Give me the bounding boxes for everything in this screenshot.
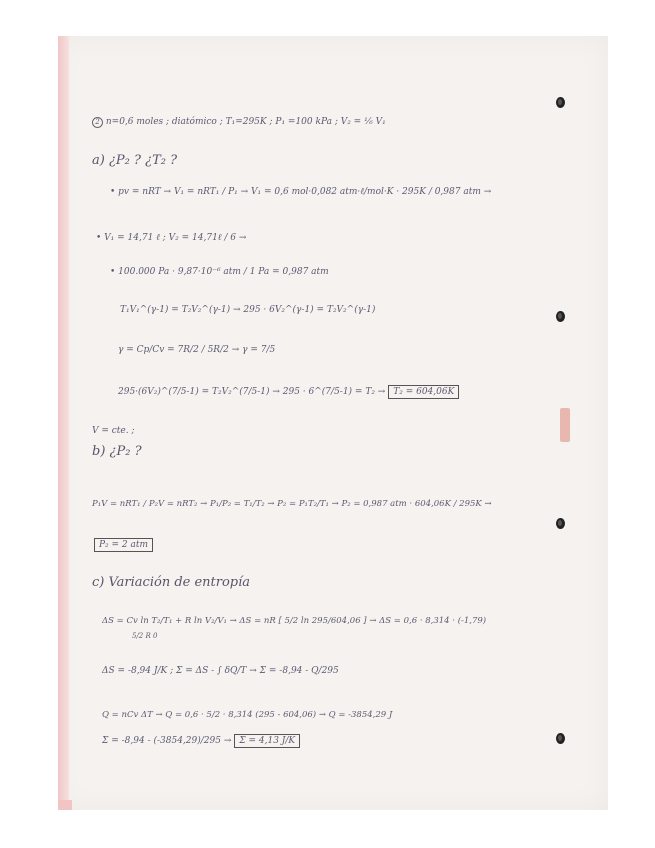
part-a-heading: a) ¿P₂ ? ¿T₂ ? xyxy=(92,153,178,168)
part-a-line-1: • pv = nRT → V₁ = nRT₁ / P₁ → V₁ = 0,6 mol·0,082 atm·ℓ/mol·K · 295K / 0,987 atm → xyxy=(110,187,492,197)
part-a-line-4: T₁V₁^(γ-1) = T₂V₂^(γ-1) → 295 · 6V₂^(γ-1) = T₂V₂^(γ-1) xyxy=(120,305,376,315)
part-a-line-6-text: 295·(6V₂)^(7/5-1) = T₂V₂^(7/5-1) → 295 · 6^(7/5-1) = T₂ → xyxy=(118,387,386,397)
binder-hole-lower-middle xyxy=(556,518,565,529)
problem-number: 2 xyxy=(92,117,103,128)
part-c-heading: c) Variación de entropía xyxy=(92,575,251,590)
part-b-line-1: P₁V = nRT₁ / P₂V = nRT₂ → P₁/P₂ = T₁/T₂ → P₂ = P₁T₂/T₁ → P₂ = 0,987 atm · 604,06K / 295K → xyxy=(92,499,492,509)
page-margin-strip xyxy=(58,36,69,810)
page-tab-marker xyxy=(560,408,570,442)
part-a-line-6 xyxy=(118,388,459,397)
part-b-heading: b) ¿P₂ ? xyxy=(92,444,142,459)
part-c-line-1-subscript: 5/2 R 0 xyxy=(132,632,158,640)
part-a-line-3: • 100.000 Pa · 9,87·10⁻⁶ atm / 1 Pa = 0,987 atm xyxy=(110,267,329,277)
part-b-note: V = cte. ; xyxy=(92,426,135,436)
binder-hole-upper-middle xyxy=(556,311,565,322)
page-corner-strip xyxy=(58,800,72,810)
part-c-line-4 xyxy=(102,737,300,746)
part-c-line-3: Q = nCv ΔT → Q = 0,6 · 5/2 · 8,314 (295 - 604,06) → Q = -3854,29 J xyxy=(102,710,393,720)
part-c-line-4-text: Σ = -8,94 - (-3854,29)/295 → xyxy=(102,736,232,746)
part-c-result-box: Σ = 4,13 J/K xyxy=(234,734,300,748)
problem-statement xyxy=(92,117,386,128)
part-c-line-2: ΔS = -8,94 J/K ; Σ = ΔS - ∫ δQ/T → Σ = -8,94 - Q/295 xyxy=(102,666,339,676)
part-c-line-1: ΔS = Cv ln T₂/T₁ + R ln V₂/V₁ → ΔS = nR [ 5/2 ln 295/604,06 ] → ΔS = 0,6 · 8,314 · (-1,79) xyxy=(102,616,487,626)
part-a-line-2: • V₁ = 14,71 ℓ ; V₂ = 14,71ℓ / 6 → xyxy=(96,233,247,243)
problem-statement-text: n=0,6 moles ; diatómico ; T₁=295K ; P₁ =100 kPa ; V₂ = ¹⁄₆ V₁ xyxy=(105,117,386,127)
binder-hole-top xyxy=(556,97,565,108)
part-b-result xyxy=(94,541,153,550)
part-a-line-5: γ = Cp/Cv = 7R/2 / 5R/2 → γ = 7/5 xyxy=(118,345,276,355)
part-b-result-box: P₂ = 2 atm xyxy=(94,538,153,552)
part-a-result-box: T₂ = 604,06K xyxy=(388,385,459,399)
binder-hole-bottom xyxy=(556,733,565,744)
